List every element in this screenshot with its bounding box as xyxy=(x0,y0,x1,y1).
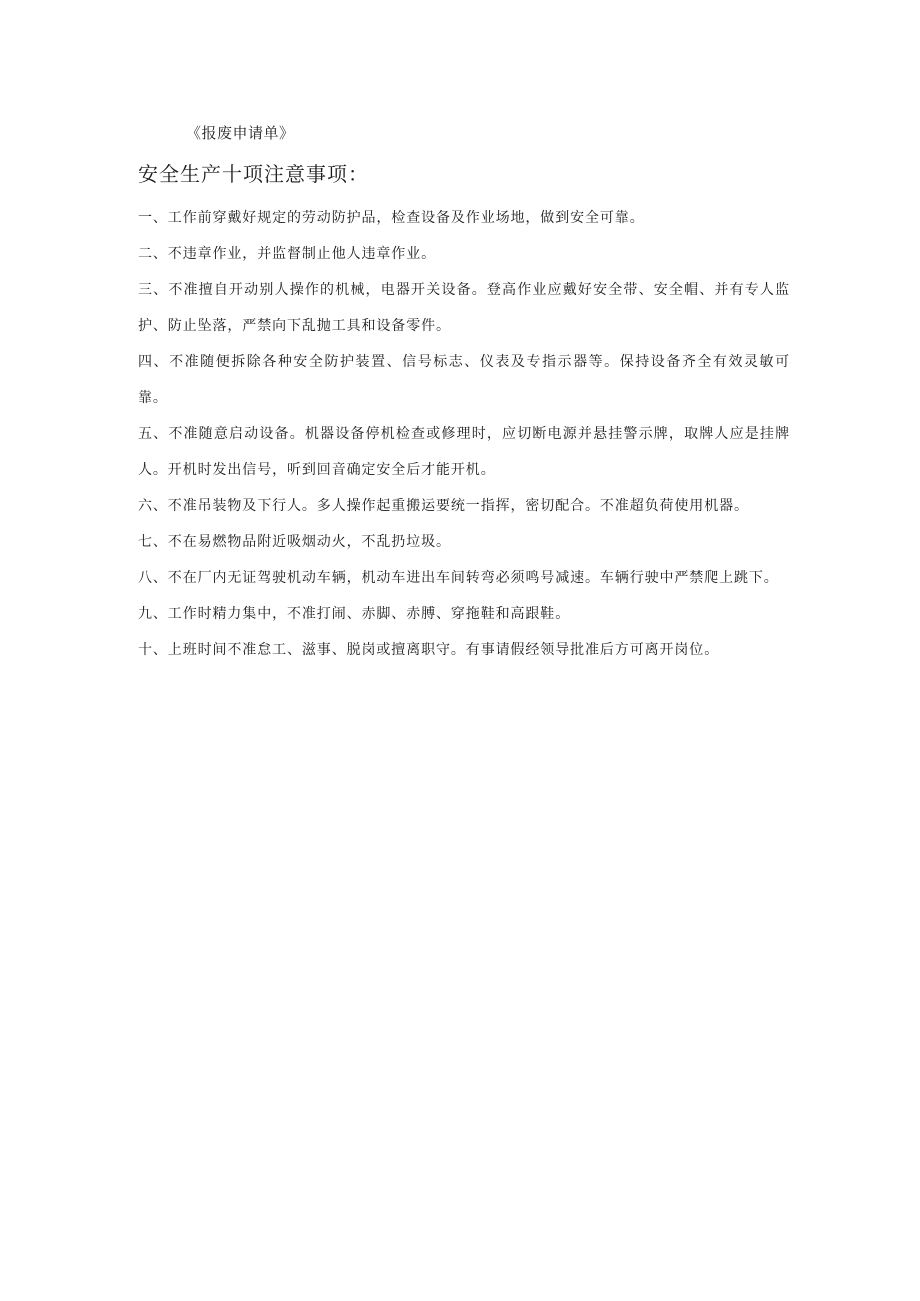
document-content xyxy=(138,118,790,668)
page-title: 安全生产十项注意事项： xyxy=(138,162,369,186)
document-reference: 《报废申请单》 xyxy=(186,124,295,142)
rule-item-4: 四、不准随便拆除各种安全防护装置、信号标志、仪表及专指示器等。保持设备齐全有效灵敏可靠。 xyxy=(138,354,790,406)
rule-item-6: 六、不准吊装物及下行人。多人操作起重搬运要统一指挥，密切配合。不准超负荷使用机器。 xyxy=(138,498,749,514)
rule-item-10: 十、上班时间不准怠工、滋事、脱岗或擅离职守。有事请假经领导批准后方可离开岗位。 xyxy=(138,642,720,658)
rules-list xyxy=(138,200,790,668)
rule-item-5: 五、不准随意启动设备。机器设备停机检查或修理时，应切断电源并悬挂警示牌，取牌人应是挂牌人。开机时发出信号，听到回音确定安全后才能开机。 xyxy=(138,426,790,478)
rule-item-2: 二、不违章作业，并监督制止他人违章作业。 xyxy=(138,246,436,262)
rule-item-3: 三、不准擅自开动别人操作的机械，电器开关设备。登高作业应戴好安全带、安全帽、并有专人监护、防止坠落，严禁向下乱抛工具和设备零件。 xyxy=(138,282,790,334)
rule-item-1: 一、工作前穿戴好规定的劳动防护品，检查设备及作业场地，做到安全可靠。 xyxy=(138,210,645,226)
rule-item-8: 八、不在厂内无证驾驶机动车辆，机动车进出车间转弯必须鸣号减速。车辆行驶中严禁爬上跳下。 xyxy=(138,570,779,586)
rule-item-7: 七、不在易燃物品附近吸烟动火，不乱扔垃圾。 xyxy=(138,534,451,550)
rule-item-9: 九、工作时精力集中，不准打闹、赤脚、赤膊、穿拖鞋和高跟鞋。 xyxy=(138,606,571,622)
